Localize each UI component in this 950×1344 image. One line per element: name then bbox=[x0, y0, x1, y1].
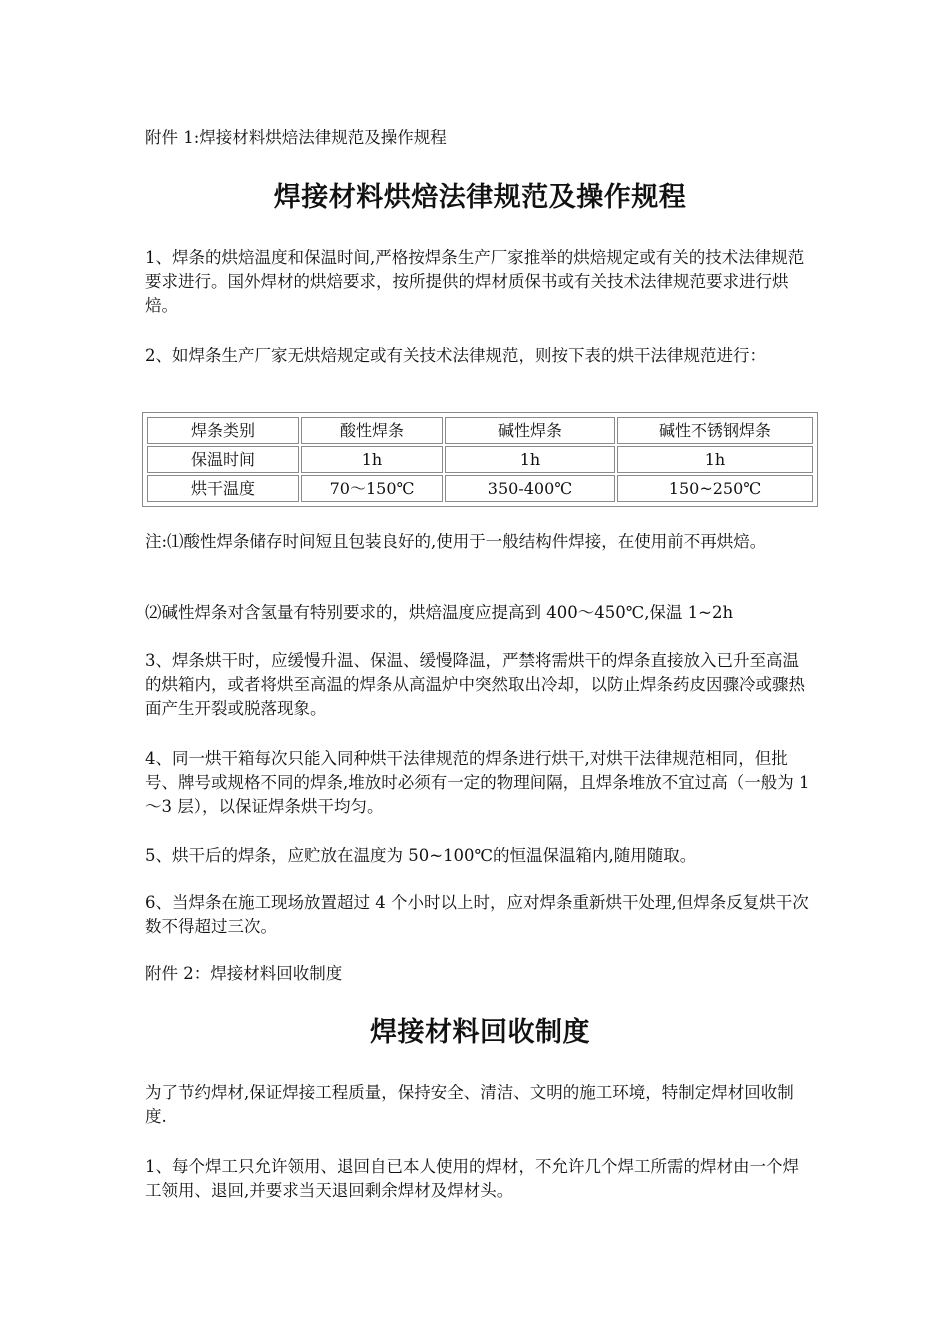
document-title-2: 焊接材料回收制度 bbox=[370, 1017, 590, 1048]
table-cell: 70～150℃ bbox=[301, 475, 443, 502]
table-cell: 保温时间 bbox=[147, 446, 299, 473]
table-cell: 150~250℃ bbox=[617, 475, 813, 502]
paragraph-6: 6、当焊条在施工现场放置超过 4 个小时以上时，应对焊条重新烘干处理,但焊条反复烘干次数不得超过三次。 bbox=[145, 893, 809, 936]
table-row bbox=[147, 475, 813, 502]
table-header-cell: 碱性焊条 bbox=[445, 417, 615, 444]
paragraph-4: 4、同一烘干箱每次只能入同种烘干法律规范的焊条进行烘干,对烘干法律规范相同，但批号、牌号或规格不同的焊条,堆放时必须有一定的物理间隔，且焊条堆放不宜过高（一般为 1～3 层），以保证焊条烘干均匀。 bbox=[145, 749, 810, 816]
document-title-1: 焊接材料烘焙法律规范及操作规程 bbox=[273, 182, 687, 213]
paragraph-8: 1、每个焊工只允许领用、退回自已本人使用的焊材，不允许几个焊工所需的焊材由一个焊工领用、退回,并要求当天退回剩余焊材及焊材头。 bbox=[145, 1157, 799, 1200]
table-header-cell: 焊条类别 bbox=[147, 417, 299, 444]
note-1: 注:⑴酸性焊条储存时间短且包装良好的,使用于一般结构件焊接，在使用前不再烘焙。 bbox=[145, 532, 767, 551]
table-header-row bbox=[147, 417, 813, 444]
table-header-cell: 酸性焊条 bbox=[301, 417, 443, 444]
table-cell: 1h bbox=[617, 446, 813, 473]
attachment-1-label: 附件 1:焊接材料烘焙法律规范及操作规程 bbox=[145, 128, 447, 147]
paragraph-1: 1、焊条的烘焙温度和保温时间,严格按焊条生产厂家推举的烘焙规定或有关的技术法律规范要求进行。国外焊材的烘焙要求，按所提供的焊材质保书或有关技术法律规范要求进行烘焙。 bbox=[145, 248, 805, 315]
table-cell: 1h bbox=[445, 446, 615, 473]
table-cell: 350-400℃ bbox=[445, 475, 615, 502]
table-header-cell: 碱性不锈钢焊条 bbox=[617, 417, 813, 444]
paragraph-7: 为了节约焊材,保证焊接工程质量，保持安全、清洁、文明的施工环境，特制定焊材回收制度. bbox=[145, 1083, 794, 1126]
note-2: ⑵碱性焊条对含氢量有特别要求的，烘焙温度应提高到 400～450℃,保温 1~2h bbox=[145, 603, 734, 622]
baking-spec-table bbox=[142, 412, 818, 507]
paragraph-2: 2、如焊条生产厂家无烘焙规定或有关技术法律规范，则按下表的烘干法律规范进行： bbox=[145, 346, 766, 365]
paragraph-3: 3、焊条烘干时，应缓慢升温、保温、缓慢降温，严禁将需烘干的焊条直接放入已升至高温的烘箱内，或者将烘至高温的焊条从高温炉中突然取出冷却，以防止焊条药皮因骤冷或骤热面产生开裂或脱落现象。 bbox=[145, 651, 805, 718]
table-cell: 1h bbox=[301, 446, 443, 473]
attachment-2-label: 附件 2：焊接材料回收制度 bbox=[145, 964, 343, 983]
table-row bbox=[147, 446, 813, 473]
paragraph-5: 5、烘干后的焊条，应贮放在温度为 50~100℃的恒温保温箱内,随用随取。 bbox=[145, 846, 697, 865]
table-cell: 烘干温度 bbox=[147, 475, 299, 502]
